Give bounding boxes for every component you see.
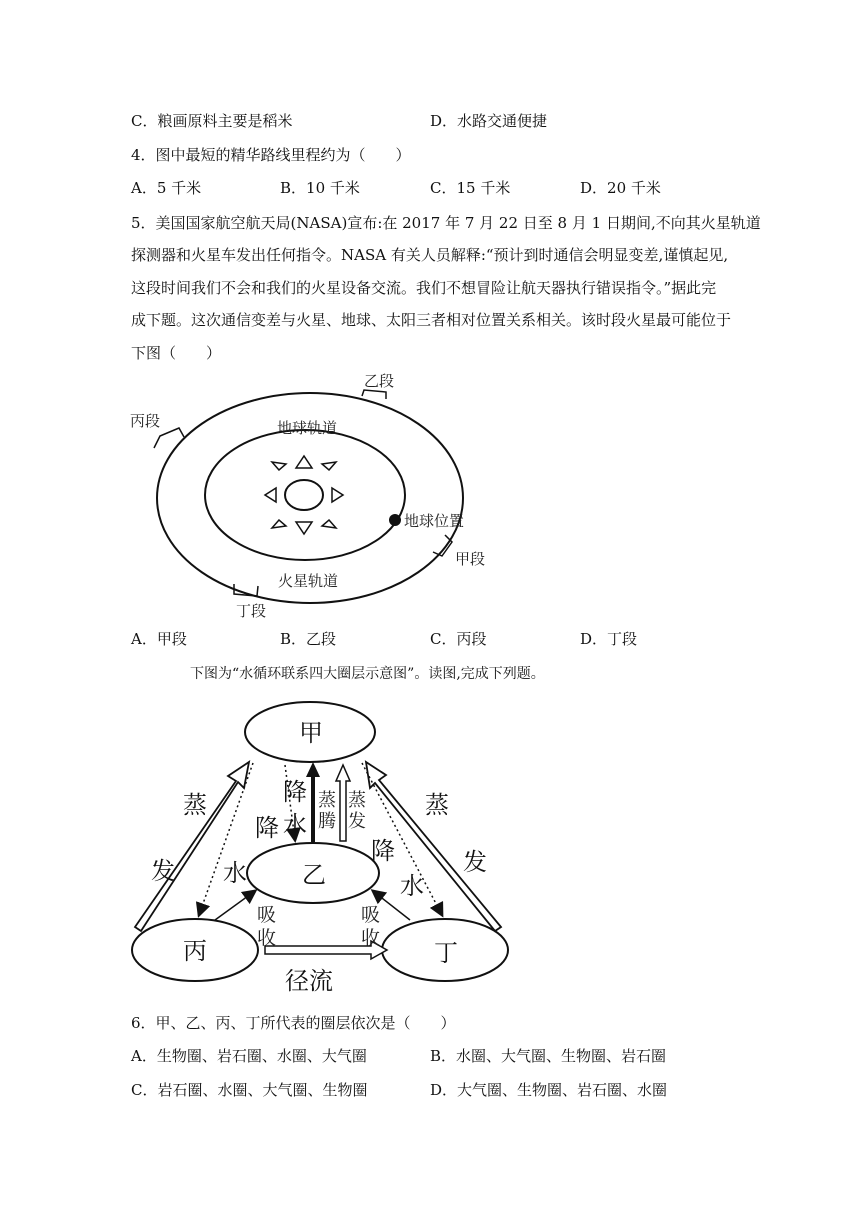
left-precip-char-2: 水 <box>223 859 247 887</box>
right-absorb-char-2: 收 <box>361 927 381 949</box>
q3-option-c: C．粮画原料主要是稻米 <box>131 112 293 130</box>
q5-option-d: D．丁段 <box>580 630 638 648</box>
q6-option-d: D．大气圈、生物圈、岩石圈、水圈 <box>430 1081 668 1099</box>
runoff-label: 径流 <box>285 967 333 995</box>
q5-stem-line-2: 探测器和火星车发出任何指令。NASA 有关人员解释:“预计到时通信会明显变差,谨慎起见, <box>131 246 729 264</box>
label-yi-segment: 乙段 <box>364 372 395 390</box>
right-precip-char-2: 水 <box>400 872 424 900</box>
left-evap-char-2: 发 <box>151 857 175 885</box>
orbit-diagram <box>120 370 520 630</box>
label-earth-position: 地球位置 <box>404 512 465 530</box>
q5-option-a: A．甲段 <box>131 630 187 648</box>
label-bing-segment: 丙段 <box>130 412 161 430</box>
label-earth-orbit: 地球轨道 <box>277 419 338 437</box>
left-evaporation-arrow <box>135 762 249 931</box>
left-precip-char-1: 降 <box>255 814 279 842</box>
q4-option-b: B．10 千米 <box>280 179 360 197</box>
node-yi-label: 乙 <box>302 861 326 889</box>
earth-position-dot <box>389 514 401 526</box>
q6-option-c: C．岩石圈、水圈、大气圈、生物圈 <box>131 1081 368 1099</box>
label-ding-segment: 丁段 <box>236 602 267 620</box>
water-cycle-diagram <box>125 695 525 1000</box>
q4-stem: 4．图中最短的精华路线里程约为（ ） <box>131 146 411 164</box>
q5-stem-line-4: 成下题。这次通信变差与火星、地球、太阳三者相对位置关系相关。该时段火星最可能位于 <box>131 311 732 329</box>
center-evap-char-1: 蒸 <box>348 790 366 811</box>
left-evap-char-1: 蒸 <box>183 791 207 819</box>
node-bing-label: 丙 <box>183 937 207 965</box>
node-jia-label: 甲 <box>299 719 323 747</box>
sun-icon <box>265 456 343 534</box>
center-precip-char-2: 水 <box>283 811 307 839</box>
q4-option-c: C．15 千米 <box>430 179 511 197</box>
q6-stem: 6．甲、乙、丙、丁所代表的圈层依次是（ ） <box>131 1014 456 1032</box>
center-transp-char-2: 腾 <box>318 811 336 832</box>
q3-option-d: D．水路交通便捷 <box>430 112 548 130</box>
segment-marker-bing <box>154 428 184 448</box>
q5-option-c: C．丙段 <box>430 630 487 648</box>
q4-option-d: D．20 千米 <box>580 179 661 197</box>
right-precip-char-1: 降 <box>371 837 395 865</box>
center-transpiration-head <box>306 762 320 777</box>
label-jia-segment: 甲段 <box>455 550 486 568</box>
center-transp-char-1: 蒸 <box>318 790 336 811</box>
q5-option-b: B．乙段 <box>280 630 337 648</box>
right-absorb-char-1: 吸 <box>361 904 381 926</box>
right-evap-char-2: 发 <box>463 848 487 876</box>
segment-marker-yi <box>362 390 386 399</box>
q6-option-a: A．生物圈、岩石圈、水圈、大气圈 <box>131 1047 367 1065</box>
left-absorb-char-2: 收 <box>257 927 277 949</box>
q5-stem-line-5: 下图（ ） <box>131 344 222 362</box>
segment-marker-jia <box>433 535 452 556</box>
q5-stem-line-3: 这段时间我们不会和我们的火星设备交流。我们不想冒险让航天器执行错误指令。”据此完 <box>131 279 717 297</box>
label-mars-orbit: 火星轨道 <box>278 572 339 590</box>
node-ding-label: 丁 <box>434 939 458 967</box>
left-absorption-arrow <box>215 891 255 920</box>
right-evap-char-1: 蒸 <box>425 791 449 819</box>
q6-option-b: B．水圈、大气圈、生物圈、岩石圈 <box>430 1047 667 1065</box>
q4-option-a: A．5 千米 <box>131 179 202 197</box>
left-absorb-char-1: 吸 <box>257 904 277 926</box>
center-evap-char-2: 发 <box>348 811 366 832</box>
center-precip-char-1: 降 <box>283 778 307 806</box>
q5-stem-line-1: 5．美国国家航空航天局(NASA)宣布:在 2017 年 7 月 22 日至 8 月 1 日期间,不向其火星轨道 <box>131 214 761 232</box>
cycle-intro: 下图为“水循环联系四大圈层示意图”。读图,完成下列题。 <box>190 666 545 682</box>
